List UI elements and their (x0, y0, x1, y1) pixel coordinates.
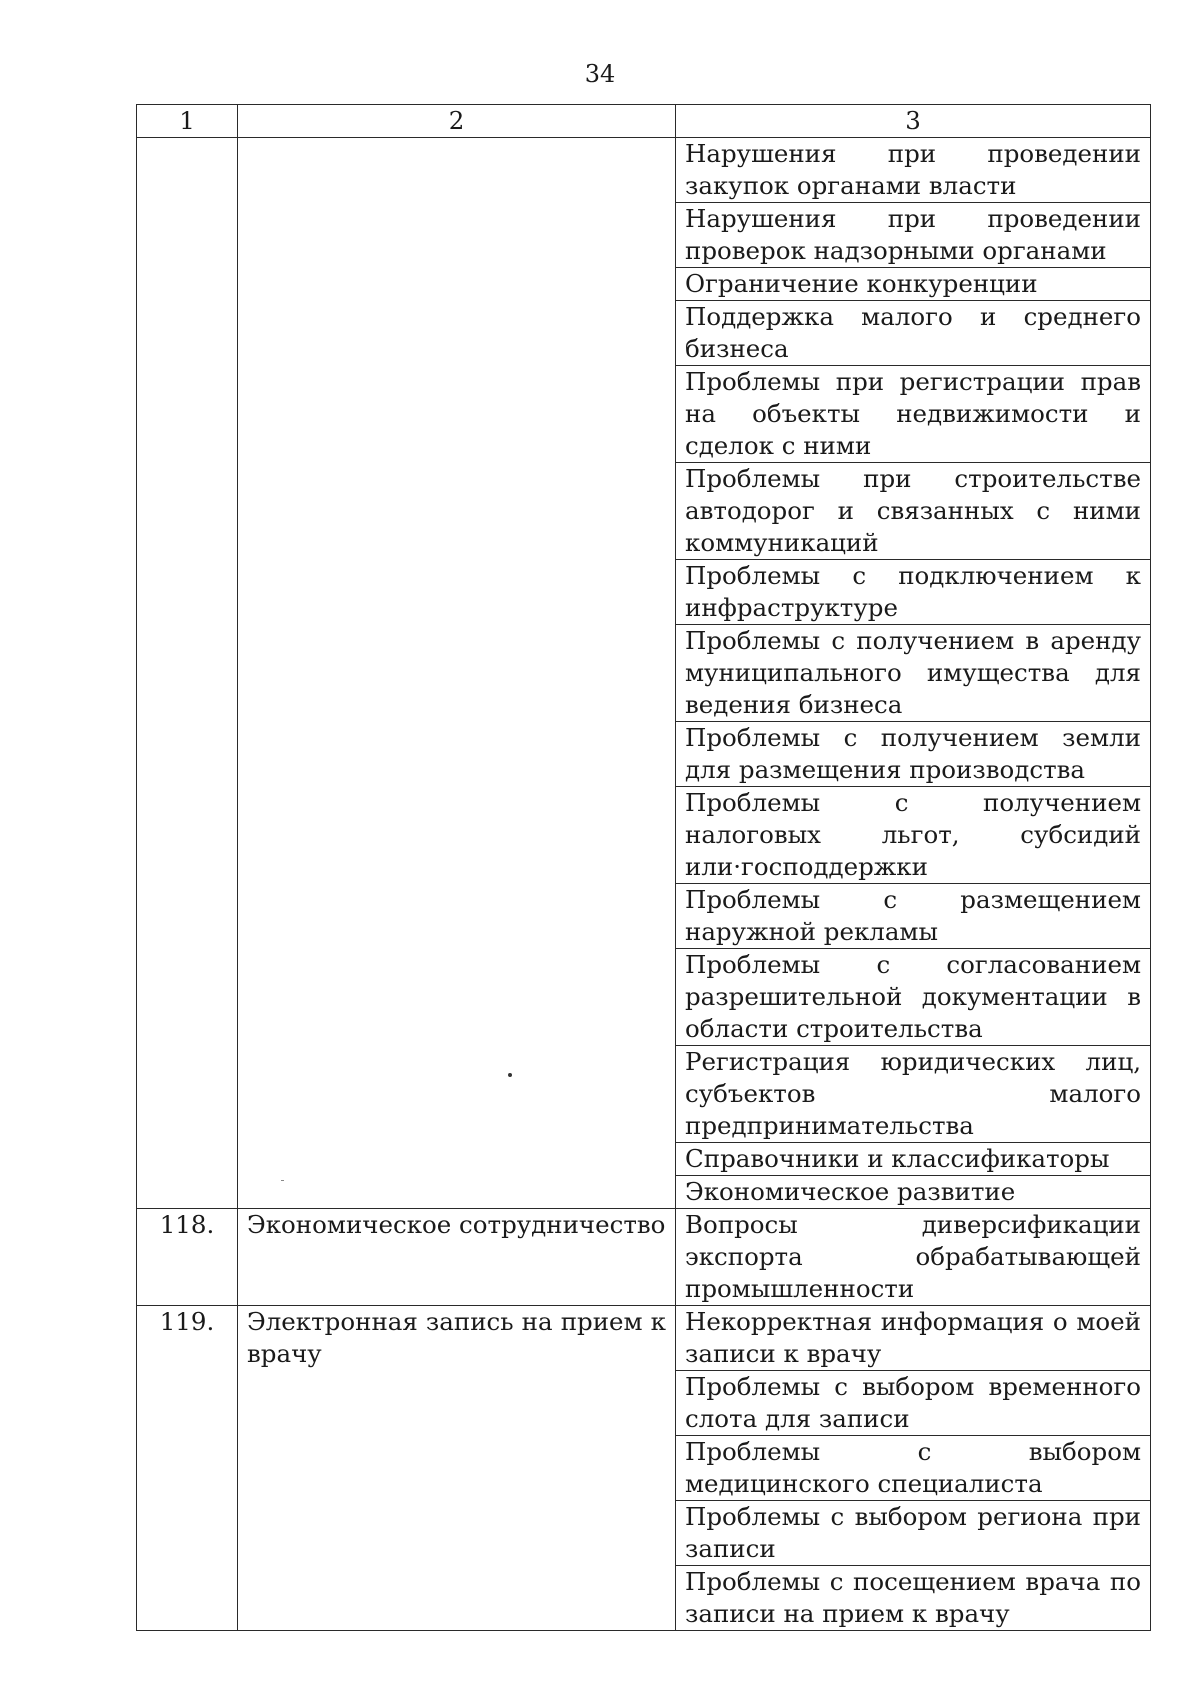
table-header-row (137, 105, 1151, 138)
row-number: 119. (137, 1306, 238, 1631)
issue-cell: Справочники и классификаторы (676, 1143, 1151, 1176)
issue-cell: Экономическое развитие (676, 1176, 1151, 1209)
issue-cell: Вопросы диверсификации экспорта обрабатывающей промышленности (676, 1209, 1151, 1306)
issue-cell: Нарушения при проведении проверок надзорными органами (676, 203, 1151, 268)
scan-speck (281, 1180, 284, 1181)
issue-cell: Поддержка малого и среднего бизнеса (676, 301, 1151, 366)
issue-cell: Проблемы с подключением к инфраструктуре (676, 560, 1151, 625)
issue-cell: Проблемы с посещением врача по записи на прием к врачу (676, 1566, 1151, 1631)
issue-cell: Ограничение конкуренции (676, 268, 1151, 301)
number-cell-continued (137, 138, 238, 1209)
topic-cell-continued (238, 138, 676, 1209)
table-row-119 (137, 1306, 1151, 1371)
column-header-1: 1 (137, 105, 238, 138)
column-header-2: 2 (238, 105, 676, 138)
issue-cell: Проблемы с получением в аренду муниципального имущества для ведения бизнеса (676, 625, 1151, 722)
issue-cell: Проблемы с размещением наружной рекламы (676, 884, 1151, 949)
row-number: 118. (137, 1209, 238, 1306)
column-header-3: 3 (676, 105, 1151, 138)
issue-cell: Проблемы при регистрации прав на объекты недвижимости и сделок с ними (676, 366, 1151, 463)
issue-cell: Проблемы с выбором временного слота для записи (676, 1371, 1151, 1436)
issue-cell: Нарушения при проведении закупок органами власти (676, 138, 1151, 203)
issue-cell: Проблемы с выбором региона при записи (676, 1501, 1151, 1566)
scan-speck (508, 1073, 512, 1077)
issue-cell: Некорректная информация о моей записи к врачу (676, 1306, 1151, 1371)
issue-cell: Проблемы с выбором медицинского специалиста (676, 1436, 1151, 1501)
issue-cell: Проблемы при строительстве автодорог и связанных с ними коммуникаций (676, 463, 1151, 560)
document-table (136, 104, 1151, 1631)
issue-cell: Регистрация юридических лиц, субъектов малого предпринимательства (676, 1046, 1151, 1143)
table-row-118 (137, 1209, 1151, 1306)
page-number: 34 (584, 60, 616, 88)
topic-cell: Электронная запись на прием к врачу (238, 1306, 676, 1631)
issue-cell: Проблемы с получением земли для размещения производства (676, 722, 1151, 787)
table-row (137, 138, 1151, 203)
issue-cell: Проблемы с получением налоговых льгот, субсидий или·господдержки (676, 787, 1151, 884)
issue-cell: Проблемы с согласованием разрешительной документации в области строительства (676, 949, 1151, 1046)
topic-cell: Экономическое сотрудничество (238, 1209, 676, 1306)
